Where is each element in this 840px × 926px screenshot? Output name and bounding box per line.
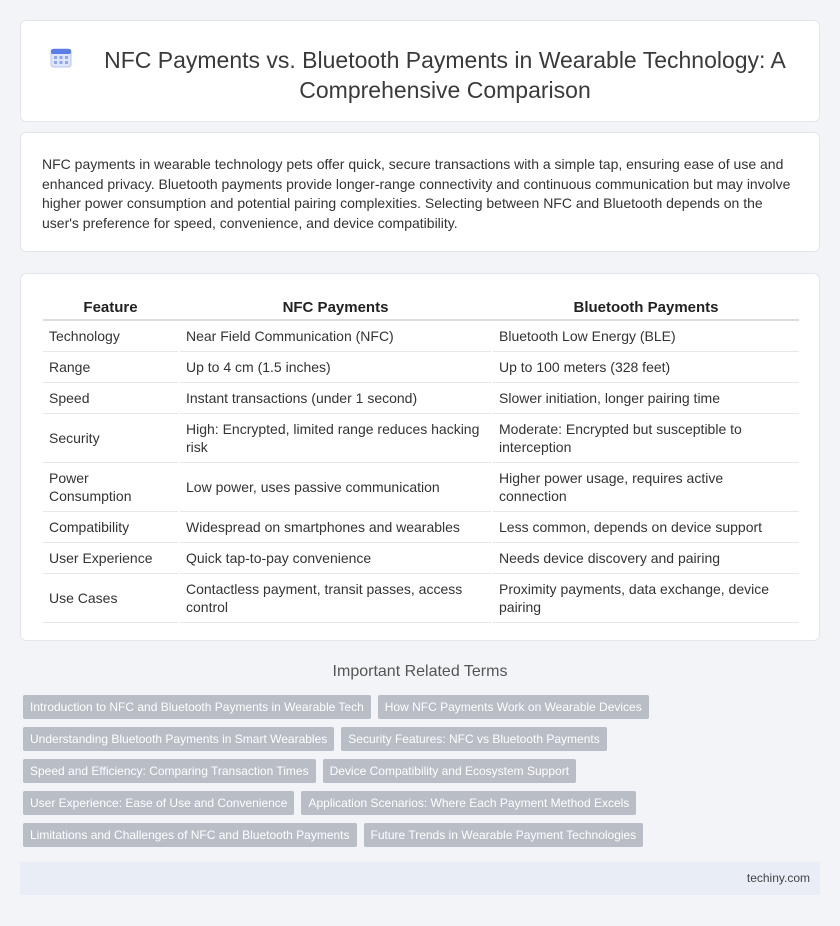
table-row: [43, 351, 799, 382]
tag-row: [23, 727, 823, 751]
feature-cell: User Experience: [43, 542, 179, 573]
related-term-tag[interactable]: Speed and Efficiency: Comparing Transaction Times: [23, 759, 316, 783]
related-term-tag[interactable]: Future Trends in Wearable Payment Technologies: [364, 823, 644, 847]
nfc-cell: Widespread on smartphones and wearables: [179, 511, 492, 542]
feature-cell: Power Consumption: [43, 462, 179, 511]
related-term-tag[interactable]: Understanding Bluetooth Payments in Smart Wearables: [23, 727, 334, 751]
related-terms-heading: Important Related Terms: [332, 663, 508, 680]
bluetooth-cell: Bluetooth Low Energy (BLE): [492, 320, 799, 351]
tag-row: [23, 823, 823, 847]
related-term-tag[interactable]: Device Compatibility and Ecosystem Support: [323, 759, 576, 783]
table-row: [43, 542, 799, 573]
related-term-tag[interactable]: How NFC Payments Work on Wearable Devices: [378, 695, 649, 719]
calendar-icon: [49, 45, 73, 69]
related-term-tag[interactable]: Introduction to NFC and Bluetooth Payments in Wearable Tech: [23, 695, 371, 719]
table-row: [43, 320, 799, 351]
feature-cell: Range: [43, 351, 179, 382]
nfc-cell: Quick tap-to-pay convenience: [179, 542, 492, 573]
table-row: [43, 413, 799, 462]
bluetooth-cell: Higher power usage, requires active connection: [492, 462, 799, 511]
related-term-tag[interactable]: Application Scenarios: Where Each Payment Method Excels: [301, 791, 636, 815]
feature-cell: Security: [43, 413, 179, 462]
bluetooth-cell: Needs device discovery and pairing: [492, 542, 799, 573]
related-term-tag[interactable]: Limitations and Challenges of NFC and Bluetooth Payments: [23, 823, 357, 847]
title-card: [20, 20, 820, 122]
feature-cell: Compatibility: [43, 511, 179, 542]
header-nfc: NFC Payments: [179, 296, 492, 320]
nfc-cell: Near Field Communication (NFC): [179, 320, 492, 351]
table-header-row: [43, 296, 799, 320]
intro-text: NFC payments in wearable technology pets offer quick, secure transactions with a simple tap, ensuring ease of use and enhanced privacy. Bluetooth payments provide longer-range connectivity and continuous communication but may involve higher power consumption and potential pairing complexities. Selecting between NFC and Bluetooth depends on the user's preference for speed, convenience, and device compatibility.: [42, 156, 791, 231]
intro-card: [20, 132, 820, 252]
header-feature: Feature: [43, 296, 179, 320]
bluetooth-cell: Moderate: Encrypted but susceptible to interception: [492, 413, 799, 462]
feature-cell: Use Cases: [43, 573, 179, 622]
footer: [20, 862, 820, 895]
tag-row: [23, 791, 823, 815]
tag-row: [23, 695, 823, 719]
comparison-table: [43, 296, 799, 623]
comparison-card: [20, 273, 820, 641]
bluetooth-cell: Slower initiation, longer pairing time: [492, 382, 799, 413]
page-title: NFC Payments vs. Bluetooth Payments in Wearable Technology: A Comprehensive Comparison: [104, 47, 786, 103]
related-term-tag[interactable]: User Experience: Ease of Use and Convenience: [23, 791, 294, 815]
table-row: [43, 573, 799, 622]
footer-site[interactable]: techiny.com: [746, 871, 810, 885]
nfc-cell: Contactless payment, transit passes, access control: [179, 573, 492, 622]
bluetooth-cell: Less common, depends on device support: [492, 511, 799, 542]
feature-cell: Technology: [43, 320, 179, 351]
bluetooth-cell: Up to 100 meters (328 feet): [492, 351, 799, 382]
nfc-cell: Up to 4 cm (1.5 inches): [179, 351, 492, 382]
related-terms-list: [23, 695, 823, 855]
nfc-cell: High: Encrypted, limited range reduces hacking risk: [179, 413, 492, 462]
table-row: [43, 382, 799, 413]
table-row: [43, 462, 799, 511]
header-bluetooth: Bluetooth Payments: [492, 296, 799, 320]
bluetooth-cell: Proximity payments, data exchange, device pairing: [492, 573, 799, 622]
feature-cell: Speed: [43, 382, 179, 413]
related-term-tag[interactable]: Security Features: NFC vs Bluetooth Payments: [341, 727, 606, 751]
tag-row: [23, 759, 823, 783]
table-row: [43, 511, 799, 542]
nfc-cell: Instant transactions (under 1 second): [179, 382, 492, 413]
nfc-cell: Low power, uses passive communication: [179, 462, 492, 511]
